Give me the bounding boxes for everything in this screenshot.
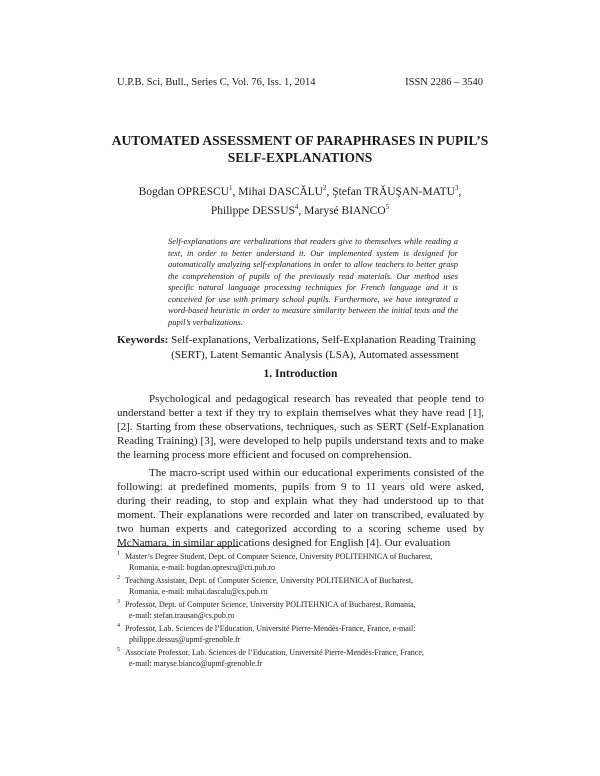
author-line-2 [110,200,490,219]
footnote-text: Teaching Assistant, Dept. of Computer Science, University POLITEHNICA of Bucharest, [125,576,414,585]
body-paragraph: Psychological and pedagogical research has revealed that people tend to understand better a text if they try to explain themselves what they have read [1], [2]. Starting from these observations, techniques, such as SERT (Self-Explanation Reading Training) [3], were developed to help pupils understand texts and to make the learning process more efficient and focused on comprehension. [117,393,484,461]
abstract: Self-explanations are verbalizations that readers give to themselves while reading a text, in order to better understand it. Our implemented system is designed for automatically analyzing self-explanations in order to allow teachers to better grasp the comprehension of pupils of the previously read materials. Our method uses specific natural language processing techniques for French language and it is conceived for use with primary school pupils. Furthermore, we have integrated a word-based heuristic in order to measure similarity between the initial texts and the pupil’s verbalizations. [168,236,458,327]
footnote-number: 3 [117,599,120,605]
author-affiliation-mark: 4 [294,203,299,212]
keywords [117,333,484,362]
author-list [110,181,490,220]
footnote-text-cont: Romania, e-mail: mihai.dascalu@cs.pub.ro [129,587,268,596]
author-separator: , [458,185,462,198]
keywords-label: Keywords: [117,334,172,346]
author-name: Bogdan OPRESCU [138,185,230,198]
footnote-text: Master’s Degree Student, Dept. of Computer Science, University POLITEHNICA of Bucharest, [125,552,433,561]
paper-title [90,132,510,166]
keywords-text: Self-explanations, Verbalizations, Self-Explanation Reading Training (SERT), Latent Semantic Analysis (LSA), Automated assessment [171,334,476,361]
author-name: Mihai DASCĂLU [238,185,323,198]
footnote [117,551,484,573]
author-affiliation-mark: 5 [385,203,390,212]
footnote-text-cont: Romania, e-mail: bogdan.oprescu@cti.pub.ro [129,563,275,572]
body-paragraph: The macro-script used within our educational experiments consisted of the following: at predefined moments, pupils from 9 to 11 years old were asked, during their reading, to stop and explain what they had understood up to that moment. Their explanations were recorded and later on transcribed, evaluated by two human experts and categorized according to a scoring scheme used by McNamara, in similar applications designed for English [4]. Our evaluation [117,467,484,549]
author-affiliation-mark: 3 [454,184,459,192]
author-name: Marysé BIANCO [304,205,386,218]
author-separator: , [232,185,239,198]
running-header-issn: ISSN 2286 – 3540 [405,77,483,88]
footnotes [117,551,484,671]
title-line-1: AUTOMATED ASSESSMENT OF PARAPHRASES IN PUPIL’S [111,133,489,148]
running-header-journal: U.P.B. Sci. Bull., Series C, Vol. 76, Iss. 1, 2014 [117,77,316,88]
footnote-number: 4 [117,623,120,629]
author-name: Philippe DESSUS [210,205,295,218]
footnote [117,575,484,597]
footnote-number: 2 [117,575,120,581]
author-line-1 [110,181,490,200]
footnote [117,599,484,621]
footnote-text: Professor, Dept. of Computer Science, University POLITEHNICA of Bucharest, Romania, [125,600,416,609]
footnote-text: Professor, Lab. Sciences de l’Education, Université Pierre-Mendès-France, France, e-mail: [125,624,416,633]
section-heading: 1. Introduction [263,368,338,380]
footnote [117,623,484,645]
author-affiliation-mark: 2 [322,184,327,192]
footnote-text-cont: philippe.dessus@upmf-grenoble.fr [129,635,241,644]
footnote-text-cont: e-mail: stefan.trausan@cs.pub.ro [129,611,235,620]
footnote [117,647,484,669]
footnote-number: 1 [117,551,120,557]
footnote-number: 5 [117,647,120,653]
title-line-2: SELF-EXPLANATIONS [227,150,373,165]
author-separator: , [298,205,305,218]
footnote-divider [117,546,239,547]
footnote-text-cont: e-mail: maryse.bianco@upmf-grenoble.fr [129,659,263,668]
author-affiliation-mark: 1 [229,184,233,192]
author-name: Ştefan TRĂUŞAN-MATU [332,185,455,198]
footnote-text: Associate Professor, Lab. Sciences de l’Education, Université Pierre-Mendès-France, France, [125,648,424,657]
body-text [117,392,484,554]
author-separator: , [326,185,333,198]
